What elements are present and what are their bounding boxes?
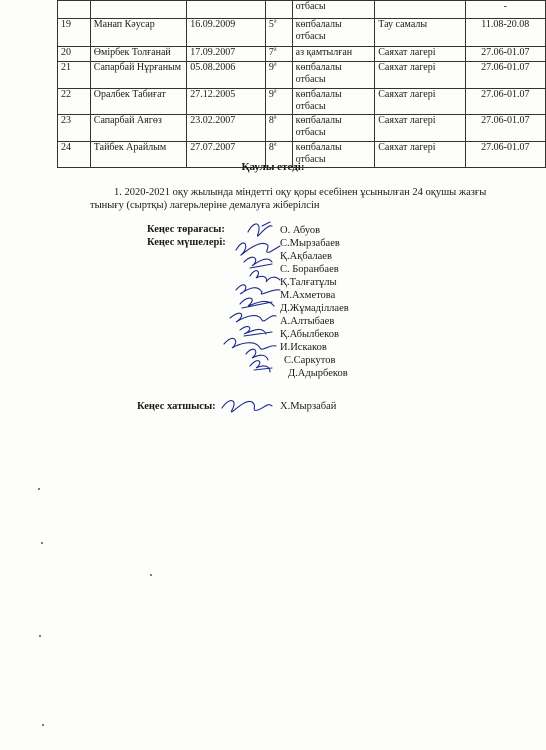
council-member-name: С.Саркутов xyxy=(284,355,336,366)
row-number: 23 xyxy=(61,115,71,126)
family-status: көпбалалы отбасы xyxy=(295,115,342,138)
signature-1 xyxy=(248,222,272,236)
student-name: Өмірбек Толғанай xyxy=(93,47,171,58)
camp-name: Саяхат лагері xyxy=(378,47,436,58)
scan-speck xyxy=(42,724,44,726)
family-status: көпбалалы отбасы xyxy=(295,89,342,112)
student-name: Тайбек Арайлым xyxy=(93,142,167,153)
signature-3 xyxy=(244,257,272,268)
signature-7 xyxy=(230,313,276,322)
row-number: 19 xyxy=(61,19,71,30)
decision-heading: Қаулы етеді: xyxy=(241,161,305,173)
signature-12 xyxy=(222,401,272,412)
camp-period: - xyxy=(503,1,507,12)
birth-date: 16.09.2009 xyxy=(190,19,236,30)
camp-name: Тау самалы xyxy=(378,19,428,30)
row-number: 20 xyxy=(61,47,71,58)
camp-name: Саяхат лагері xyxy=(378,62,436,73)
student-name: Оралбек Табиғат xyxy=(93,89,166,100)
signature-2 xyxy=(236,243,280,255)
grade: 8 xyxy=(268,115,274,126)
camp-name: Саяхат лагері xyxy=(378,89,436,100)
signature-8 xyxy=(240,327,272,336)
signature-4 xyxy=(250,271,280,282)
signature-11 xyxy=(250,361,272,372)
student-name: Сапарбай Нұрғаным xyxy=(93,62,182,73)
family-status: аз қамтылған xyxy=(295,47,353,58)
chair-label: Кеңес төрағасы: xyxy=(147,224,225,235)
council-member-name: Д.Адырбеков xyxy=(288,368,348,379)
family-status: отбасы xyxy=(295,1,326,12)
grade-letter: а xyxy=(273,61,277,68)
birth-date: 05.08.2006 xyxy=(190,62,236,73)
decision-line-2: тынығу (сыртқы) лагерьлеріне демалуға жіберілсін xyxy=(90,200,320,211)
grade-letter: а xyxy=(273,114,277,121)
grade: 9 xyxy=(268,89,274,100)
grade-letter: а xyxy=(273,141,277,148)
grade-letter: а xyxy=(273,18,277,25)
scan-speck xyxy=(38,488,40,490)
camp-period: 27.06-01.07 xyxy=(481,62,530,73)
camp-name: Саяхат лагері xyxy=(378,115,436,126)
row-number: 21 xyxy=(61,62,71,73)
birth-date: 23.02.2007 xyxy=(190,115,236,126)
scan-speck xyxy=(150,574,152,576)
council-member-name: И.Искаков xyxy=(280,342,327,353)
council-member-name: С. Боранбаев xyxy=(280,264,339,275)
council-member-name: Қ.Абылбеков xyxy=(280,329,339,340)
grade-letter: а xyxy=(273,88,277,95)
secretary-label: Кеңес хатшысы: xyxy=(137,401,216,412)
family-status: көпбалалы отбасы xyxy=(295,62,342,85)
members-label: Кеңес мүшелері: xyxy=(147,237,226,248)
secretary-name: Х.Мырзабай xyxy=(280,401,337,412)
decision-line-1: 1. 2020-2021 оқу жылында міндетті оқу қоры есебінен ұсынылған 24 оқушы жазғы xyxy=(114,187,487,198)
camp-period: 27.06-01.07 xyxy=(481,142,530,153)
scan-speck xyxy=(39,635,41,637)
council-member-name: М.Ахметова xyxy=(280,290,336,301)
council-member-name: Қ.Талғатұлы xyxy=(280,277,337,288)
birth-date: 17.09.2007 xyxy=(190,47,236,58)
student-name: Манап Кәусар xyxy=(93,19,155,30)
birth-date: 27.07.2007 xyxy=(190,142,236,153)
grade-letter: а xyxy=(273,46,277,53)
camp-name: Саяхат лагері xyxy=(378,142,436,153)
signature-6 xyxy=(240,298,274,308)
council-member-name: Д.Жұмаділлаев xyxy=(280,303,349,314)
council-member-name: О. Абуов xyxy=(280,225,321,236)
signature-10 xyxy=(246,349,268,360)
council-member-name: А.Алтыбаев xyxy=(280,316,335,327)
grade: 7 xyxy=(268,47,274,58)
birth-date: 27.12.2005 xyxy=(190,89,236,100)
camp-period: 27.06-01.07 xyxy=(481,89,530,100)
family-status: көпбалалы отбасы xyxy=(295,19,342,42)
signature-9 xyxy=(224,338,276,349)
signature-5 xyxy=(236,285,280,294)
camp-period: 11.08-20.08 xyxy=(481,19,530,30)
row-number: 24 xyxy=(61,142,71,153)
grade: 5 xyxy=(268,19,274,30)
grade: 8 xyxy=(268,142,274,153)
family-status: көпбалалы отбасы xyxy=(295,142,342,165)
council-member-name: С.Мырзабаев xyxy=(280,238,340,249)
camp-period: 27.06-01.07 xyxy=(481,47,530,58)
camp-period: 27.06-01.07 xyxy=(481,115,530,126)
row-number: 22 xyxy=(61,89,71,100)
scan-speck xyxy=(41,542,43,544)
student-name: Сапарбай Аягөз xyxy=(93,115,162,126)
grade: 9 xyxy=(268,62,274,73)
council-member-name: Қ.Ақбалаев xyxy=(280,251,332,262)
